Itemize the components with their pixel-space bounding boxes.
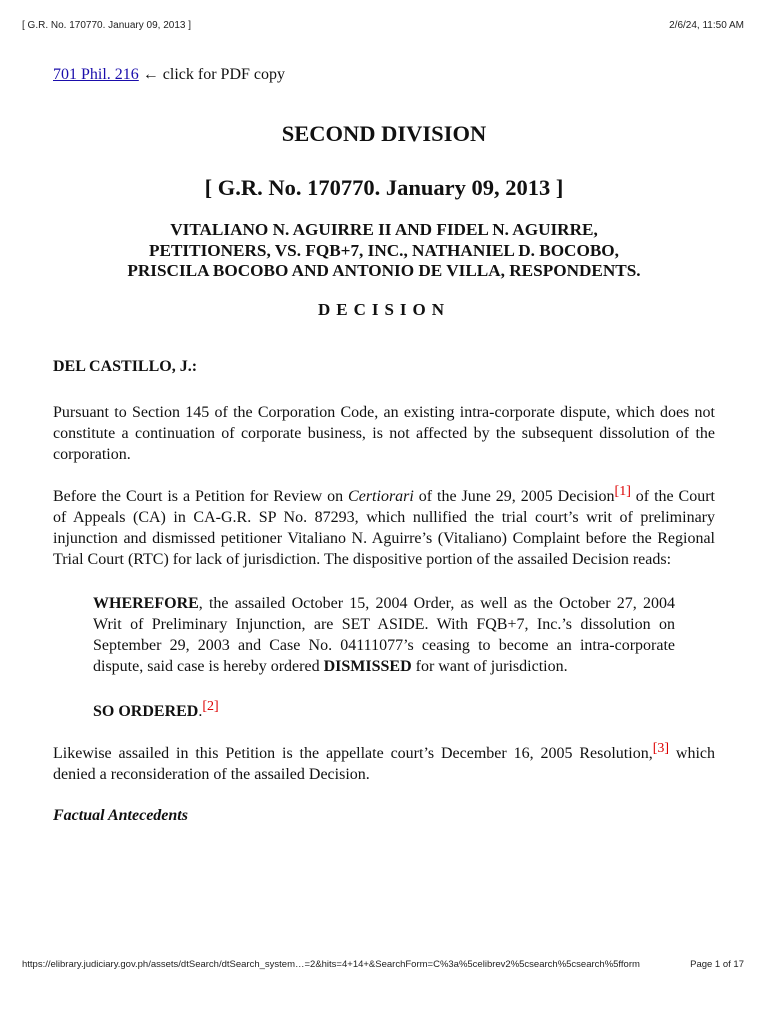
paragraph-text: Before the Court is a Petition for Review on (53, 487, 349, 505)
document-body (53, 64, 715, 826)
quote-text: , the assailed October 15, 2004 Order, as well as the October 27, 2004 Writ of Preliminary Injunction, are SET ASIDE. With FQB+7, Inc.’s dissolution on September 29, 2003 and Case No. 04111077’s ceasing to become an intra-corporate dispute, said case is hereby ordered (93, 594, 675, 675)
paragraph-text: which denied a reconsideration of the assailed Decision. (53, 744, 716, 783)
paragraph-petition (53, 483, 716, 570)
factual-antecedents-heading: Factual Antecedents (53, 806, 188, 824)
paragraph-resolution (53, 740, 716, 785)
quote-bold-term: WHEREFORE (93, 594, 199, 612)
decision-label: DECISION (317, 299, 451, 319)
print-footer-url: https://elibrary.judiciary.gov.ph/assets/dtSearch/dtSearch_system…=2&hits=4+14+&SearchForm=C%3a%5celibrev2%5csearch%5csearch%5fform (22, 959, 640, 970)
italic-term: Certiorari (348, 487, 414, 505)
pdf-copy-hint: ← click for PDF copy (138, 66, 285, 83)
paragraph-text: Likewise assailed in this Petition is the appellate court’s December 16, 2005 Resolution, (53, 744, 653, 762)
parties-line: VITALIANO N. AGUIRRE II AND FIDEL N. AGUIRRE, (170, 220, 598, 239)
parties-line: PRISCILA BOCOBO AND ANTONIO DE VILLA, RESPONDENTS. (127, 261, 641, 280)
so-ordered-line (93, 698, 675, 722)
print-header-title: [ G.R. No. 170770. January 09, 2013 ] (22, 20, 191, 31)
print-footer-page: Page 1 of 17 (690, 959, 744, 970)
ponente: DEL CASTILLO, J.: (53, 357, 198, 375)
pdf-copy-link[interactable]: 701 Phil. 216 (53, 66, 139, 83)
division-heading: SECOND DIVISION (281, 121, 487, 146)
paragraph-intro: Pursuant to Section 145 of the Corporation Code, an existing intra-corporate dispute, which does not constitute a continuation of corporate business, is not affected by the subsequent dissolution of the corporation. (53, 403, 715, 463)
dispositive-quote (93, 593, 675, 722)
so-ordered-period: . (198, 702, 203, 720)
parties-line: PETITIONERS, VS. FQB+7, INC., NATHANIEL D. BOCOBO, (149, 240, 619, 260)
quote-paragraph (93, 593, 675, 677)
footnote-link-1[interactable]: [1] (614, 483, 631, 499)
print-header-datetime: 2/6/24, 11:50 AM (669, 20, 744, 31)
quote-bold-term: DISMISSED (323, 657, 412, 675)
pdf-copy-line (53, 64, 715, 88)
footnote-link-3[interactable]: [3] (652, 740, 670, 756)
case-number-heading: [ G.R. No. 170770. January 09, 2013 ] (204, 175, 564, 200)
paragraph-text: of the Court of Appeals (CA) in CA-G.R. SP No. 87293, which nullified the trial court’s writ of preliminary injunction and dismissed petitioner Vitaliano N. Aguirre’s (Vitaliano) Complaint before the Regional Trial Court (RTC) for lack of jurisdiction. The dispositive portion of the assailed Decision reads: (53, 487, 716, 568)
footnote-link-2[interactable]: [2] (202, 698, 219, 714)
so-ordered-label: SO ORDERED (93, 702, 199, 720)
quote-text: for want of jurisdiction. (411, 657, 568, 675)
paragraph-text: of the June 29, 2005 Decision (413, 487, 615, 505)
parties-heading (53, 220, 715, 282)
